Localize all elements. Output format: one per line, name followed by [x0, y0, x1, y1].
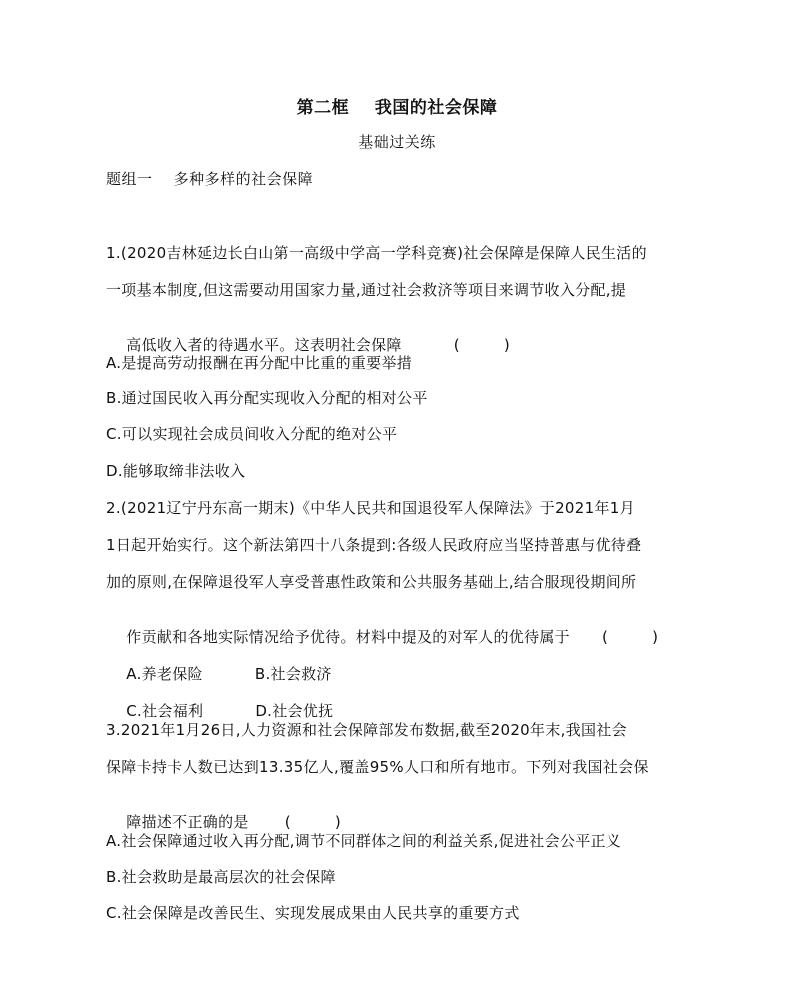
answer-bracket-close: ) [652, 628, 659, 646]
answer-bracket-open: ( [601, 628, 609, 646]
q2-option-c: C.社会福利 [126, 702, 204, 720]
q2-line-3: 加的原则,在保障退役军人享受普惠性政策和公共服务基础上,结合服现役期间所 [106, 573, 637, 591]
q2-option-d: D.社会优抚 [255, 702, 334, 720]
q3-stem-end: 障描述不正确的是 [126, 813, 249, 831]
q3-option-a: A.社会保障通过收入再分配,调节不同群体之间的利益关系,促进社会公平正义 [106, 832, 622, 850]
answer-bracket-close: ) [334, 813, 341, 831]
q2-option-a: A.养老保险 [126, 665, 203, 683]
q2-line-2: 1日起开始实行。这个新法第四十八条提到:各级人民政府应当坚持普惠与优待叠 [106, 536, 642, 554]
q3-line-1: 3.2021年1月26日,人力资源和社会保障部发布数据,截至2020年末,我国社会 [106, 721, 627, 739]
q1-stem-end: 高低收入者的待遇水平。这表明社会保障 [126, 336, 402, 354]
q1-line-1: 1.(2020吉林延边长白山第一高级中学高一学科竞赛)社会保障是保障人民生活的 [106, 244, 647, 262]
q2-option-b: B.社会救济 [254, 665, 332, 683]
q1-option-c: C.可以实现社会成员间收入分配的绝对公平 [106, 425, 398, 443]
q1-line-2: 一项基本制度,但这需要动用国家力量,通过社会救济等项目来调节收入分配,提 [106, 281, 627, 299]
answer-bracket-open: ( [453, 336, 460, 354]
q2-stem-end: 作贡献和各地实际情况给予优待。材料中提及的对军人的优待属于 [126, 628, 570, 646]
q1-option-b: B.通过国民收入再分配实现收入分配的相对公平 [106, 389, 428, 407]
page-title: 第二框 我国的社会保障 [296, 98, 498, 118]
q1-option-a: A.是提高劳动报酬在再分配中比重的重要举措 [106, 354, 413, 372]
answer-bracket-close: ) [503, 336, 510, 354]
q3-line-2: 保障卡持卡人数已达到13.35亿人,覆盖95%人口和所有地市。下列对我国社会保 [106, 758, 649, 776]
q3-option-b: B.社会救助是最高层次的社会保障 [106, 868, 336, 886]
q3-option-c: C.社会保障是改善民生、实现发展成果由人民共享的重要方式 [106, 904, 520, 922]
answer-bracket-open: ( [284, 813, 291, 831]
section-subtitle: 基础过关练 [358, 133, 436, 151]
group-title: 题组一 多种多样的社会保障 [106, 170, 314, 188]
q2-line-1: 2.(2021辽宁丹东高一期末)《中华人民共和国退役军人保障法》于2021年1月 [106, 499, 635, 517]
q1-option-d: D.能够取缔非法收入 [106, 462, 246, 480]
